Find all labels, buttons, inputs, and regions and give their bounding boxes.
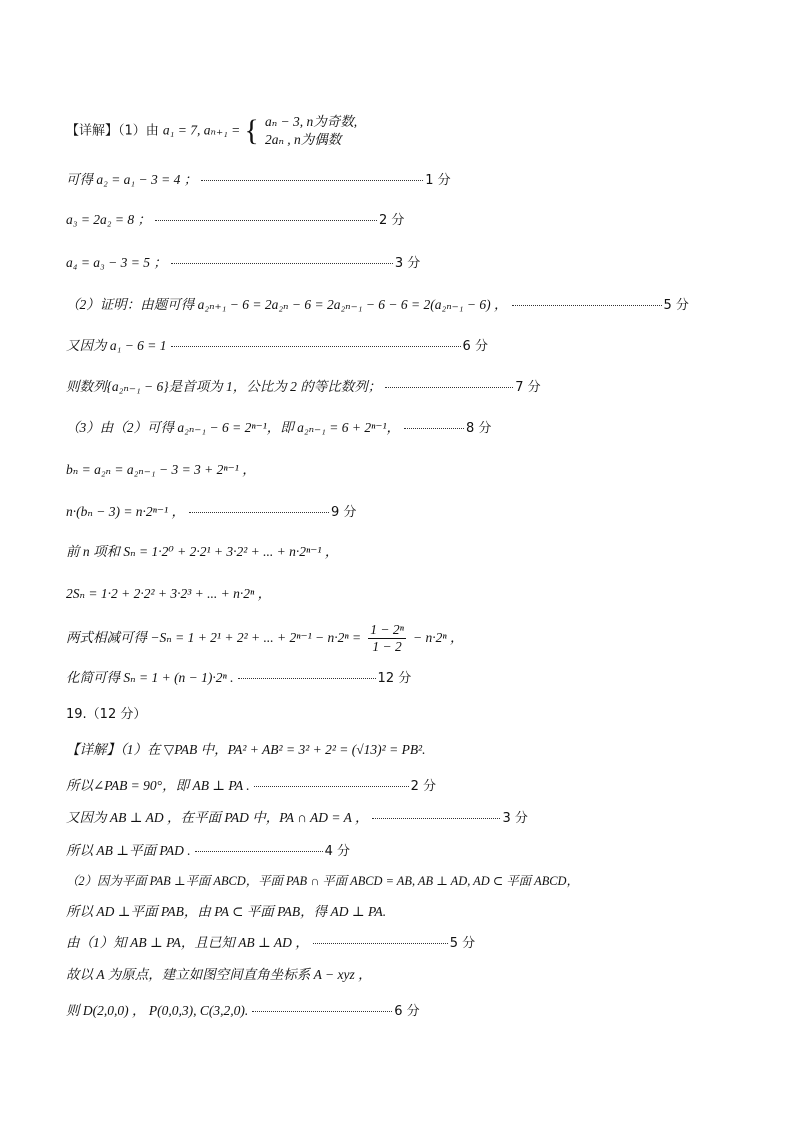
step-text: （2）因为平面 PAB ⊥平面 ABCD，平面 PAB ∩ 平面 ABCD = AB, AB ⊥ AD, AD ⊂ 平面 ABCD， [66, 874, 579, 888]
step-line [66, 741, 425, 760]
score-leader [512, 305, 662, 306]
step-line [66, 378, 541, 397]
score-leader [254, 786, 409, 787]
score-mark: 7 分 [515, 380, 541, 395]
piecewise-cases [265, 113, 357, 149]
step-text: 又因为 AB ⊥ AD ，在平面 PAD 中，PA ∩ AD = A ， [66, 810, 369, 825]
step-line [66, 419, 491, 438]
score-mark: 5 分 [449, 936, 476, 951]
case-odd: aₙ − 3, n为奇数, [264, 114, 358, 129]
step-text: 可得 a₂ = a₁ − 3 = 4 ； [66, 172, 198, 187]
score-leader [155, 220, 377, 221]
step-text: bₙ = a₂ₙ = a₂ₙ₋₁ − 3 = 3 + 2ⁿ⁻¹ ， [66, 462, 256, 477]
step-text: 则数列{a₂ₙ₋₁ − 6}是首项为 1，公比为 2 的等比数列； [66, 379, 382, 394]
fraction-denominator: 1 − 2 [372, 639, 402, 654]
step-text: n·(bₙ − 3) = n·2ⁿ⁻¹ ， [66, 504, 185, 519]
step-text: 两式相减可得 −Sₙ = 1 + 2¹ + 2² + ... + 2ⁿ⁻¹ − n·2ⁿ = [66, 630, 362, 645]
score-mark: 12 分 [377, 671, 412, 686]
step-line [66, 503, 356, 522]
step-line [66, 254, 420, 273]
step-line [66, 809, 528, 828]
step-text: 所以 AB ⊥平面 PAD . [66, 843, 191, 858]
step-line [66, 872, 579, 890]
step-text: a₄ = a₃ − 3 = 5 ； [66, 255, 167, 270]
step-text: a₃ = 2a₂ = 8 ； [66, 212, 151, 227]
step-line [66, 966, 372, 985]
step-line [66, 669, 411, 688]
score-leader [385, 387, 513, 388]
score-mark: 3 分 [394, 256, 421, 271]
score-mark: 1 分 [425, 173, 451, 188]
step-line [66, 171, 451, 190]
score-leader [171, 346, 461, 347]
step-text: 又因为 a₁ − 6 = 1 [66, 338, 167, 353]
step-line [66, 461, 256, 480]
score-leader [238, 678, 376, 679]
score-leader [313, 943, 448, 944]
step-text: 所以 AD ⊥平面 PAB，由 PA ⊂ 平面 PAB，得 AD ⊥ PA. [66, 904, 387, 919]
step-text: 故以 A 为原点，建立如图空间直角坐标系 A − xyz ， [66, 967, 372, 982]
score-mark: 5 分 [663, 298, 689, 313]
step-line [66, 622, 464, 655]
step-text: （3）由（2）可得 a₂ₙ₋₁ − 6 = 2ⁿ⁻¹，即 a₂ₙ₋₁ = 6 + 2ⁿ⁻¹， [66, 420, 401, 435]
step-line [66, 211, 404, 230]
fraction-numerator: 1 − 2ⁿ [370, 622, 404, 637]
score-mark: 6 分 [462, 339, 488, 354]
step-text: 前 n 项和 Sₙ = 1·2⁰ + 2·2¹ + 3·2² + ... + n·2ⁿ⁻¹ ， [66, 544, 339, 559]
score-leader [201, 180, 423, 181]
score-mark: 6 分 [394, 1004, 420, 1019]
step-text: 由（1）知 AB ⊥ PA，且已知 AB ⊥ AD ， [66, 935, 309, 950]
step-text: 【详解】（1）在 ▽PAB 中，PA² + AB² = 3² + 2² = (√13)² = PB². [66, 742, 426, 757]
case-even: 2aₙ , n为偶数 [264, 132, 342, 147]
detail-label: 【详解】（1）由 [66, 123, 159, 139]
step-line [66, 585, 271, 604]
step-text: 则 D(2,0,0) ， P(0,0,3), C(3,2,0). [66, 1003, 249, 1018]
score-mark: 3 分 [502, 811, 528, 826]
score-leader [189, 512, 329, 513]
score-mark: 4 分 [324, 844, 350, 859]
score-mark: 9 分 [330, 505, 357, 520]
step-text: 2Sₙ = 1·2 + 2·2² + 3·2³ + ... + n·2ⁿ ， [66, 586, 272, 601]
score-leader [171, 263, 393, 264]
step-line [66, 777, 436, 796]
score-leader [372, 818, 500, 819]
step-line [66, 1002, 420, 1021]
step-text-tail: − n·2ⁿ ， [413, 630, 464, 645]
score-leader [195, 851, 323, 852]
step-line [66, 337, 488, 356]
score-mark: 2 分 [410, 779, 437, 794]
left-brace-icon: { [244, 114, 259, 147]
step-text: 所以∠PAB = 90°，即 AB ⊥ PA . [66, 778, 250, 793]
step-line [66, 296, 689, 315]
step-line [66, 842, 350, 861]
step-line [66, 934, 475, 953]
question-heading [66, 706, 146, 724]
step-text: 化简可得 Sₙ = 1 + (n − 1)·2ⁿ . [66, 670, 234, 685]
solution-intro-line [66, 113, 357, 149]
score-mark: 8 分 [466, 421, 492, 436]
step-line [66, 543, 338, 562]
step-line [66, 903, 386, 922]
score-leader [404, 428, 464, 429]
question-number: 19.（12 分） [66, 707, 147, 722]
fraction [368, 622, 406, 655]
step-text: （2）证明：由题可得 a₂ₙ₊₁ − 6 = 2a₂ₙ − 6 = 2a₂ₙ₋₁ − 6 − 6 = 2(a₂ₙ₋₁ − 6) ， [66, 297, 508, 312]
score-mark: 2 分 [378, 213, 405, 228]
score-leader [252, 1011, 392, 1012]
recurrence-lhs: a₁ = 7, aₙ₊₁ = [162, 122, 241, 138]
